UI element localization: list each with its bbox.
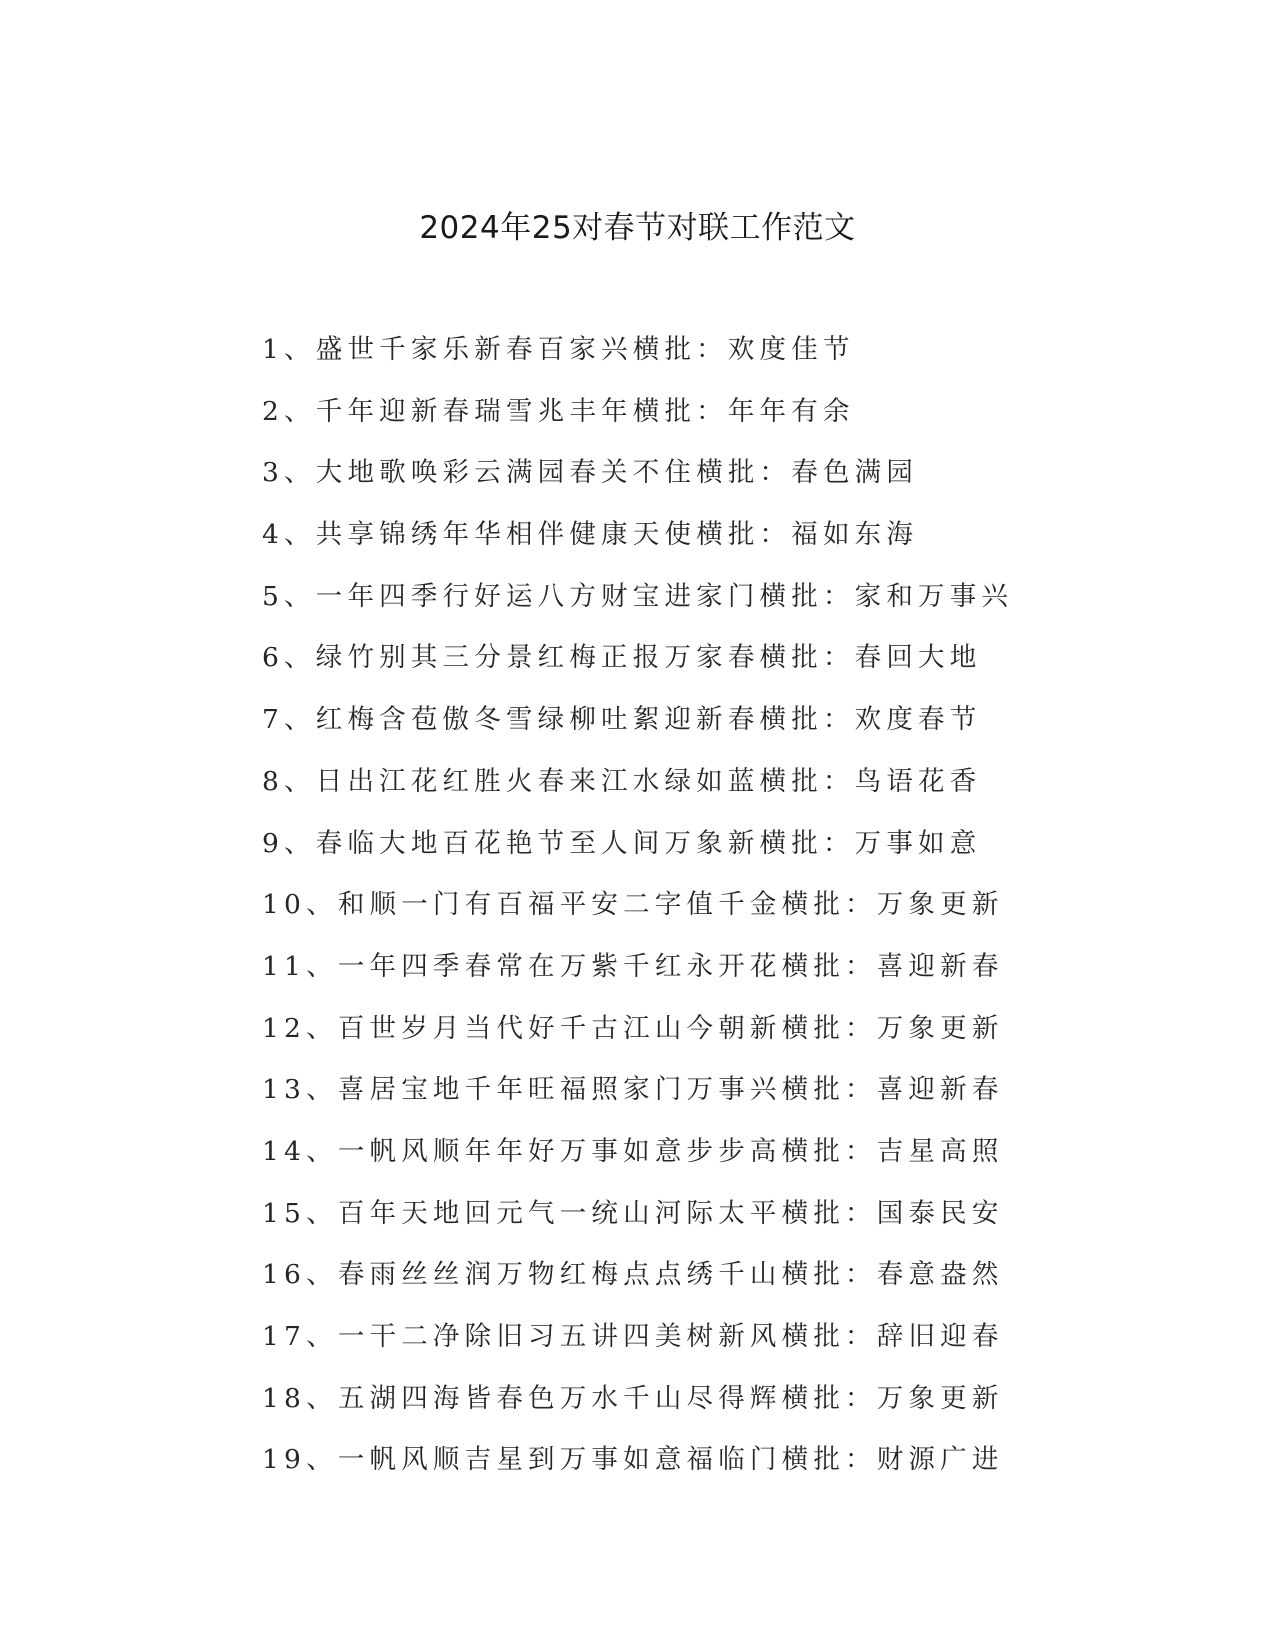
- list-item: 8、日出江花红胜火春来江水绿如蓝横批：鸟语花香: [262, 765, 982, 797]
- list-item: 7、红梅含苞傲冬雪绿柳吐絮迎新春横批：欢度春节: [262, 704, 982, 736]
- list-item: 1、盛世千家乐新春百家兴横批：欢度佳节: [262, 334, 855, 365]
- list-item: 9、春临大地百花艳节至人间万象新横批：万事如意: [262, 827, 982, 859]
- list-item: 13、喜居宝地千年旺福照家门万事兴横批：喜迎新春: [262, 1074, 1004, 1106]
- couplet-list: [262, 330, 1013, 1502]
- list-item: 4、共享锦绣年华相伴健康天使横批：福如东海: [262, 519, 919, 551]
- list-item: 16、春雨丝丝润万物红梅点点绣千山横批：春意盎然: [262, 1259, 1004, 1291]
- list-item: 17、一干二净除旧习五讲四美树新风横批：辞旧迎春: [262, 1321, 1004, 1352]
- list-item: 2、千年迎新春瑞雪兆丰年横批：年年有余: [262, 395, 855, 427]
- list-item: 6、绿竹别其三分景红梅正报万家春横批：春回大地: [262, 642, 982, 674]
- list-item: 18、五湖四海皆春色万水千山尽得辉横批：万象更新: [262, 1382, 1004, 1414]
- list-item: 19、一帆风顺吉星到万事如意福临门横批：财源广进: [262, 1444, 1004, 1476]
- list-item: 14、一帆风顺年年好万事如意步步高横批：吉星高照: [262, 1135, 1004, 1167]
- list-item: 5、一年四季行好运八方财宝进家门横批：家和万事兴: [262, 580, 1014, 612]
- list-item: 11、一年四季春常在万紫千红永开花横批：喜迎新春: [262, 950, 1004, 982]
- list-item: 3、大地歌唤彩云满园春关不住横批：春色满园: [262, 457, 919, 489]
- list-item: 10、和顺一门有百福平安二字值千金横批：万象更新: [262, 889, 1004, 921]
- list-item: 15、百年天地回元气一统山河际太平横批：国泰民安: [262, 1197, 1004, 1229]
- list-item: 12、百世岁月当代好千古江山今朝新横批：万象更新: [262, 1012, 1004, 1044]
- page-title: 2024年25对春节对联工作范文: [419, 210, 856, 246]
